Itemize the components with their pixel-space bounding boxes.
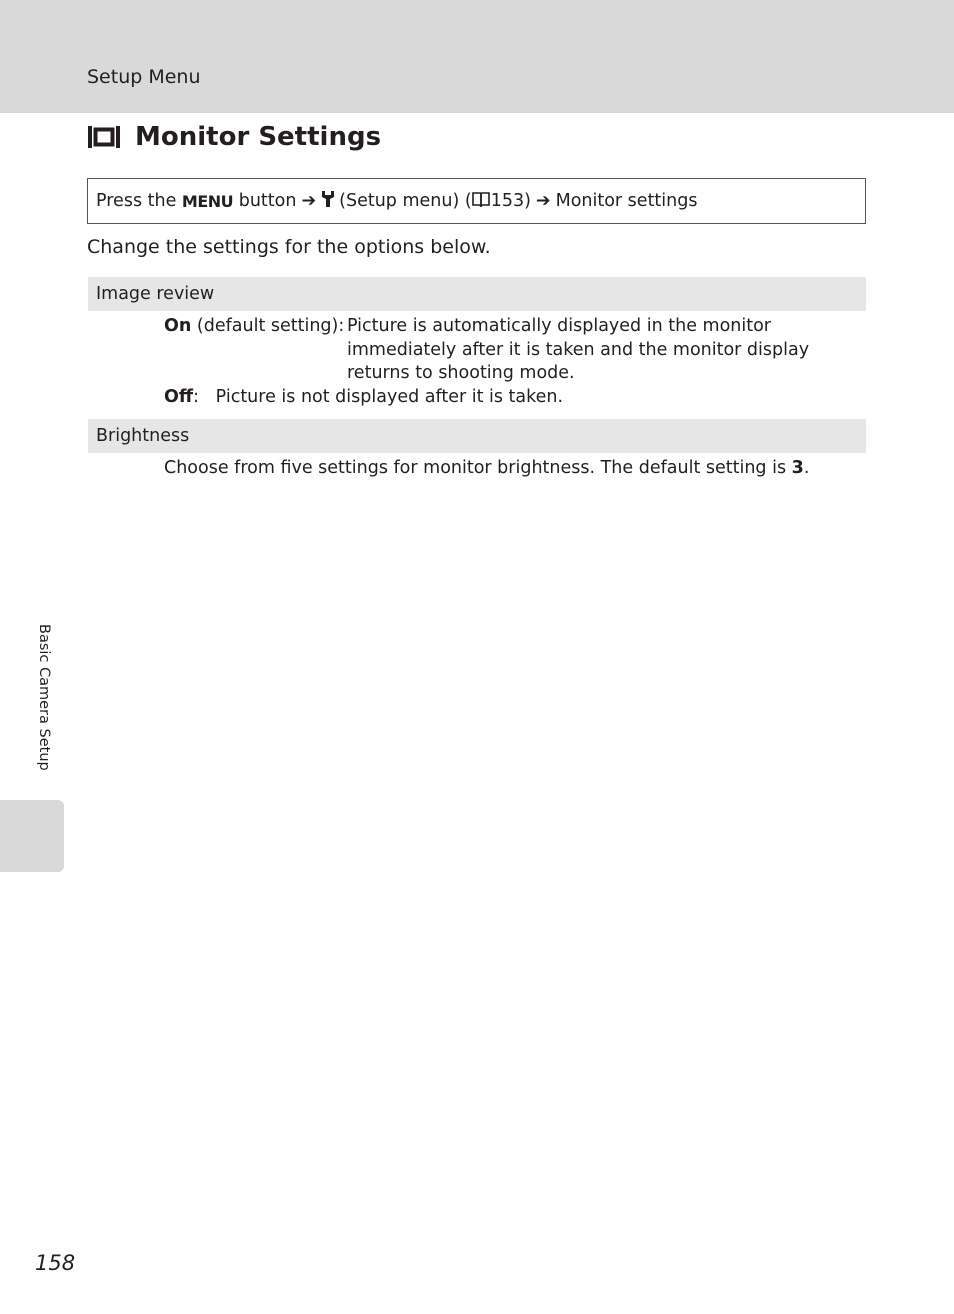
nav-page-ref: 153) <box>490 191 531 211</box>
section-label: Setup Menu <box>87 66 201 88</box>
page-title-text: Monitor Settings <box>135 122 382 152</box>
setting-on-term: On <box>164 316 192 336</box>
side-tab-marker <box>0 800 64 872</box>
wrench-icon <box>321 190 335 213</box>
page-number: 158 <box>35 1251 76 1275</box>
brightness-description <box>164 457 809 481</box>
brightness-desc-prefix: Choose from five settings for monitor brightness. The default setting is <box>164 458 792 478</box>
book-icon <box>472 191 490 212</box>
setting-off-qualifier: : <box>193 387 199 407</box>
setting-on-label <box>164 315 344 339</box>
setting-on-description: Picture is automatically displayed in the monitor immediately after it is taken and the monitor display returns to shooting mode. <box>347 316 810 383</box>
arrow-right-icon: ➔ <box>535 191 551 211</box>
setting-on-qualifier: (default setting): <box>191 316 345 336</box>
nav-setup-menu-text: (Setup menu) ( <box>339 191 472 211</box>
header-band <box>0 0 954 113</box>
nav-target-text: Monitor settings <box>555 191 698 211</box>
nav-press-text: Press the <box>96 191 177 211</box>
page-title <box>87 122 381 152</box>
brightness-default-value: 3 <box>791 458 804 478</box>
brightness-desc-suffix: . <box>803 458 810 478</box>
option-header-image-review: Image review <box>88 277 866 311</box>
monitor-icon <box>87 124 121 150</box>
menu-button-label: MENU <box>181 191 234 211</box>
setting-off-term: Off <box>164 387 194 407</box>
option-header-brightness: Brightness <box>88 419 866 453</box>
setting-off-description: Picture is not displayed after it is taken. <box>215 387 564 407</box>
side-tab-label: Basic Camera Setup <box>36 624 52 771</box>
navigation-path <box>87 178 866 224</box>
setting-off-row <box>164 386 563 410</box>
nav-button-word: button <box>238 191 297 211</box>
intro-text: Change the settings for the options below. <box>87 236 491 258</box>
arrow-right-icon: ➔ <box>301 191 317 211</box>
